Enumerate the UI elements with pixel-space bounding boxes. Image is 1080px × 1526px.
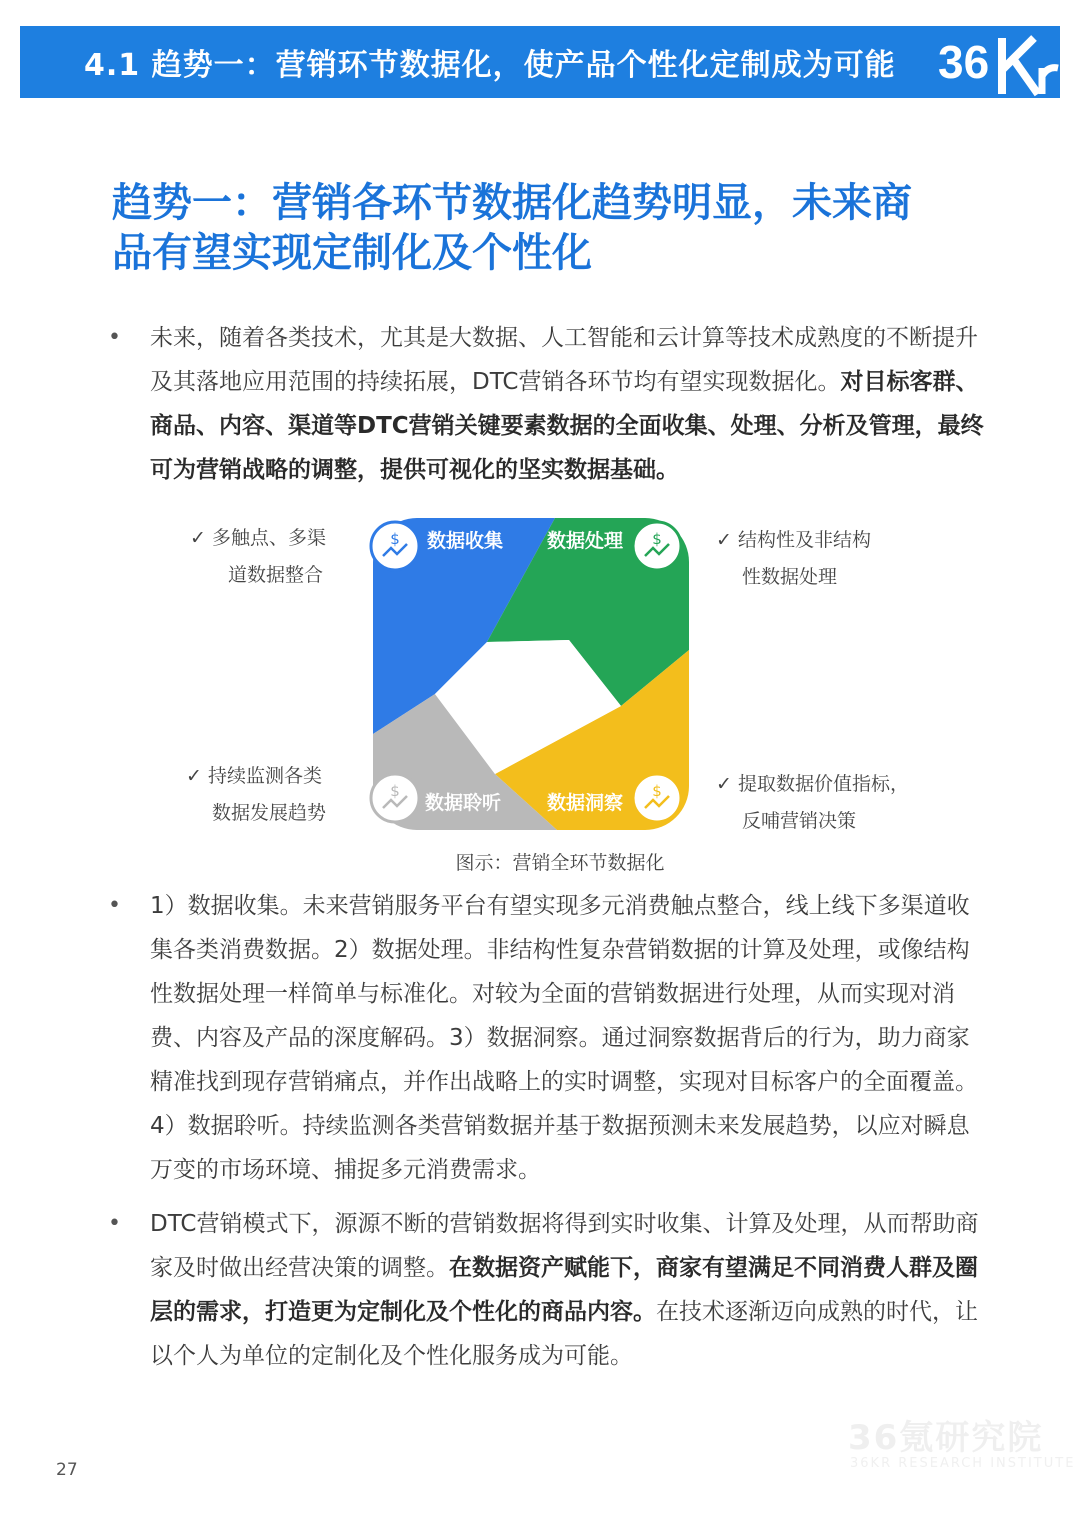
- section-title: 4.1 趋势一：营销环节数据化，使产品个性化定制成为可能: [84, 48, 896, 83]
- bullet-3-normal-2: 在技术逐渐迈向成熟的时代，让以个人为单位的定制化及个性化服务成为可能。: [150, 1299, 978, 1369]
- note-top-right-line-1: ✓ 结构性及非结构: [716, 529, 871, 551]
- bullet-symbol: •: [108, 893, 121, 918]
- note-top-left-line-2: 道数据整合: [228, 564, 324, 586]
- note-bottom-left-line-2: 数据发展趋势: [212, 802, 327, 824]
- figure-caption: 图示：营销全环节数据化: [455, 852, 665, 874]
- bullet-1-text: [150, 316, 986, 492]
- bullet-1-normal: 未来，随着各类技术，尤其是大数据、人工智能和云计算等技术成熟度的不断提升及其落地应用范围的持续拓展，DTC营销各环节均有望实现数据化。: [150, 325, 978, 395]
- pinwheel-diagram: [365, 510, 695, 840]
- label-insight: 数据洞察: [547, 792, 624, 814]
- watermark-logo: 36氪研究院: [848, 1418, 1044, 1458]
- label-collect: 数据收集: [427, 530, 504, 552]
- 36kr-logo: [930, 26, 1060, 98]
- page-headline: [112, 178, 992, 278]
- label-listen: 数据聆听: [425, 792, 502, 814]
- insight-icon: [633, 774, 681, 822]
- section-header-bar: [20, 26, 1060, 98]
- bullet-3-bold: 在数据资产赋能下，商家有望满足不同消费人群及圈层的需求，打造更为定制化及个性化的商品内容。: [150, 1255, 978, 1325]
- headline-line-2: 品有望实现定制化及个性化: [112, 230, 592, 276]
- collect-icon: [371, 522, 419, 570]
- svg-text:$: $: [390, 530, 400, 548]
- note-bottom-left: [186, 758, 326, 832]
- svg-text:$: $: [390, 782, 400, 800]
- process-icon: [633, 522, 681, 570]
- bullet-symbol: •: [108, 325, 121, 350]
- note-bottom-left-line-1: ✓ 持续监测各类: [186, 765, 322, 787]
- note-top-left-line-1: ✓ 多触点、多渠: [190, 527, 326, 549]
- label-process: 数据处理: [547, 530, 624, 552]
- bullet-symbol: •: [108, 1211, 121, 1236]
- watermark-subtitle: 36KR RESEARCH INSTITUTE: [850, 1456, 1076, 1471]
- svg-text:$: $: [652, 530, 662, 548]
- svg-text:$: $: [652, 782, 662, 800]
- listen-icon: [371, 774, 419, 822]
- bullet-2-text: 1）数据收集。未来营销服务平台有望实现多元消费触点整合，线上线下多渠道收集各类消费数据。2）数据处理。非结构性复杂营销数据的计算及处理，或像结构性数据处理一样简单与标准化。对较为全面的营销数据进行处理，从而实现对消费、内容及产品的深度解码。3）数据洞察。通过洞察数据背后的行为，助力商家精准找到现存营销痛点，并作出战略上的实时调整，实现对目标客户的全面覆盖。4）数据聆听。持续监测各类营销数据并基于数据预测未来发展趋势，以应对瞬息万变的市场环境、捕捉多元消费需求。: [150, 893, 978, 1183]
- bullet-1-bold: 对目标客群、商品、内容、渠道等DTC营销关键要素数据的全面收集、处理、分析及管理，最终可为营销战略的调整，提供可视化的坚实数据基础。: [150, 369, 984, 483]
- note-bottom-right-line-2: 反哺营销决策: [742, 810, 857, 832]
- svg-text:36: 36: [938, 36, 990, 88]
- note-top-right: [716, 522, 871, 596]
- headline-line-1: 趋势一：营销各环节数据化趋势明显，未来商: [112, 180, 912, 226]
- bullet-3-text: [150, 1202, 986, 1378]
- marketing-data-figure: [180, 510, 940, 890]
- page-number: 27: [56, 1460, 78, 1480]
- note-bottom-right: [716, 766, 909, 840]
- note-top-left: [190, 520, 326, 594]
- note-bottom-right-line-1: ✓ 提取数据价值指标，: [716, 773, 909, 795]
- bullet-3-normal-1: DTC营销模式下，源源不断的营销数据将得到实时收集、计算及处理，从而帮助商家及时做出经营决策的调整。: [150, 1211, 979, 1281]
- note-top-right-line-2: 性数据处理: [742, 566, 838, 588]
